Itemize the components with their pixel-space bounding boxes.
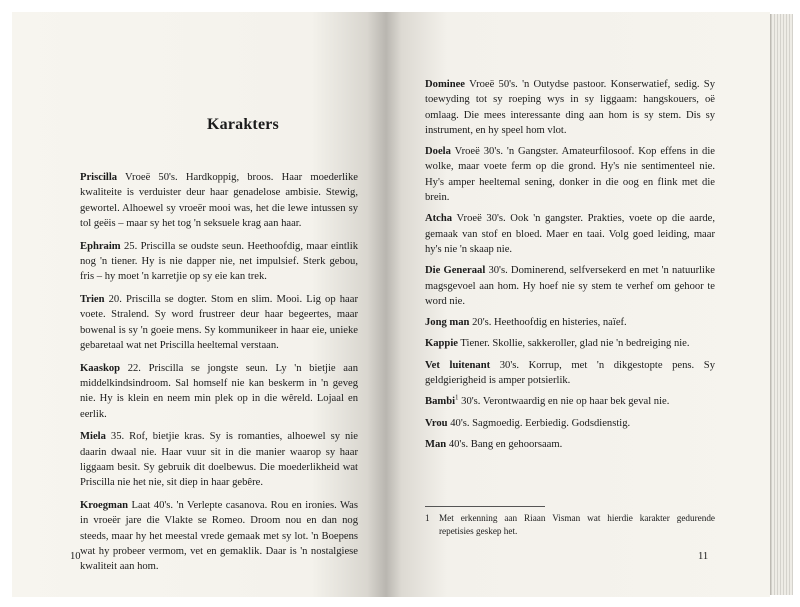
character-entry-ephraim bbox=[80, 239, 358, 285]
character-entry-kroegman bbox=[80, 498, 358, 574]
character-entry-vet-luitenant bbox=[425, 358, 715, 389]
character-entry-bambi bbox=[425, 394, 715, 409]
footnote-number: 1 bbox=[425, 513, 430, 523]
character-description: 30's. Korrup, met 'n dikgestopte pens. Sy geldgierigheid is amper potsierlik. bbox=[425, 359, 715, 387]
character-description: 35. Rof, bietjie kras. Sy is romanties, alhoewel sy nie daarin dwaal nie. Haar vuur sit in die manier waarop sy haar liggaam besit. Sy gebruik dit doelbewus. Die moederlikheid wat Priscilla nie het nie, sit diep in haar gebêre. bbox=[80, 431, 358, 489]
character-name: Bambi bbox=[425, 396, 456, 408]
footnote-divider bbox=[425, 506, 545, 507]
footnote bbox=[425, 512, 715, 538]
character-name: Kroegman bbox=[80, 500, 129, 512]
character-entry-jong-man bbox=[425, 315, 715, 330]
character-name: Atcha bbox=[425, 213, 453, 225]
character-name: Die Generaal bbox=[425, 265, 486, 277]
character-entry-priscilla bbox=[80, 170, 358, 231]
page-title: Karakters bbox=[206, 116, 279, 133]
character-name: Kaaskop bbox=[80, 362, 121, 374]
character-entry-trien bbox=[80, 292, 358, 353]
footnote-marker: 1 bbox=[455, 393, 459, 402]
character-name: Jong man bbox=[425, 317, 470, 329]
character-description: 20. Priscilla se dogter. Stom en slim. Mooi. Lig op haar voete. Stralend. Sy word frustreer deur haar begeertes, maar bowenal is sy 'n goeie mens. Sy kommunikeer in haar eie, unieke gebaretaal wat net Priscilla heeltemal verstaan. bbox=[80, 294, 358, 351]
character-description: 20's. Heethoofdig en histeries, naïef. bbox=[469, 317, 627, 329]
character-entry-atcha bbox=[425, 211, 715, 257]
character-description: Tiener. Skollie, sakkeroller, glad nie 'n bedreiging nie. bbox=[457, 338, 690, 350]
character-entry-die-generaal bbox=[425, 263, 715, 309]
character-entry-man bbox=[425, 437, 715, 452]
footnote-text: Met erkenning aan Riaan Visman wat hierdie karakter gedurende repetisies geskep het. bbox=[439, 513, 715, 536]
character-entry-dominee bbox=[425, 77, 715, 138]
character-description: Vroeë 50's. Hardkoppig, broos. Haar moederlike kwaliteite is verduister deur haar genadelose ambisie. Stewig, gewortel. Alhoewel sy vroeër mooi was, het die lewe intussen sy tol geëis – maar sy het tog 'n seksuele krag aan haar. bbox=[80, 172, 358, 229]
character-description: 22. Priscilla se jongste seun. Ly 'n bietjie aan middelkindsindroom. Sal homself nie kan beskerm in 'n geveg nie. Hy is klein en neem min plek op in die wêreld. Lojaal en eerlik. bbox=[80, 362, 358, 420]
character-description: Laat 40's. 'n Verlepte casanova. Rou en ironies. Was in vroeër jare die Vlakte se Romeo. Droom nou en dan nog steeds, maar hy het meestal vrede gemaak met sy lot. 'n Boepens wat hy probeer vermom, vet en gemaklik. Daar is 'n nostalgiese kwaliteit aan hom. bbox=[80, 500, 358, 573]
page-number-right: 11 bbox=[698, 551, 709, 562]
character-name: Man bbox=[425, 438, 447, 450]
character-name: Doela bbox=[425, 146, 451, 158]
character-description: Vroeë 50's. 'n Outydse pastoor. Konserwatief, sedig. Sy toewyding tot sy roeping wys in sy liggaam: hangskouers, oë omlaag. Die mees interessante ding aan hom is sy stem. Dis sy instrument, en hy speel hom vlot. bbox=[425, 79, 715, 136]
character-description: 30's. Dominerend, selfversekerd en met 'n natuurlike magsgevoel aan hom. Hy hoef nie sy stem te verhef om gehoor te word nie. bbox=[425, 265, 715, 307]
page-number-left: 10 bbox=[70, 551, 81, 562]
character-entry-vrou bbox=[425, 416, 715, 431]
character-name: Kappie bbox=[425, 338, 458, 350]
character-name: Priscilla bbox=[80, 172, 118, 183]
character-name: Dominee bbox=[425, 79, 466, 90]
page-edges bbox=[770, 14, 793, 595]
character-description: Vroeë 30's. Ook 'n gangster. Prakties, voete op die aarde, gemaak van stof en bloed. Maer en taai. Volg goed leiding, maar hy's nie 'n skaap nie. bbox=[425, 213, 715, 255]
character-description: 40's. Sagmoedig. Eerbiedig. Godsdienstig. bbox=[447, 417, 631, 429]
character-list-right bbox=[425, 77, 715, 458]
character-list-left bbox=[80, 170, 358, 582]
character-description: 40's. Bang en gehoorsaam. bbox=[446, 438, 563, 450]
character-entry-miela bbox=[80, 429, 358, 490]
character-name: Miela bbox=[80, 431, 106, 443]
character-entry-doela bbox=[425, 144, 715, 205]
character-entry-kappie bbox=[425, 336, 715, 351]
character-name: Vet luitenant bbox=[425, 359, 491, 371]
character-description: 30's. Verontwaardig en nie op haar bek geval nie. bbox=[458, 396, 670, 408]
character-name: Trien bbox=[80, 294, 105, 306]
character-name: Ephraim bbox=[80, 240, 121, 252]
character-name: Vrou bbox=[425, 417, 448, 429]
character-description: 25. Priscilla se oudste seun. Heethoofdig, maar eintlik nog 'n tiener. Hy is nie dapper nie, net impulsief. Sterk gebou, fris – hy moet 'n karretjie op sy eie kan trek. bbox=[80, 240, 358, 283]
character-entry-kaaskop bbox=[80, 361, 358, 422]
character-description: Vroeë 30's. 'n Gangster. Amateurfilosoof. Kop effens in die wolke, maar voete ferm op die grond. Hy's nie sentimenteel nie. Hy's amper heeltemal sening, donker in die oog en flink met die brein. bbox=[425, 146, 715, 204]
